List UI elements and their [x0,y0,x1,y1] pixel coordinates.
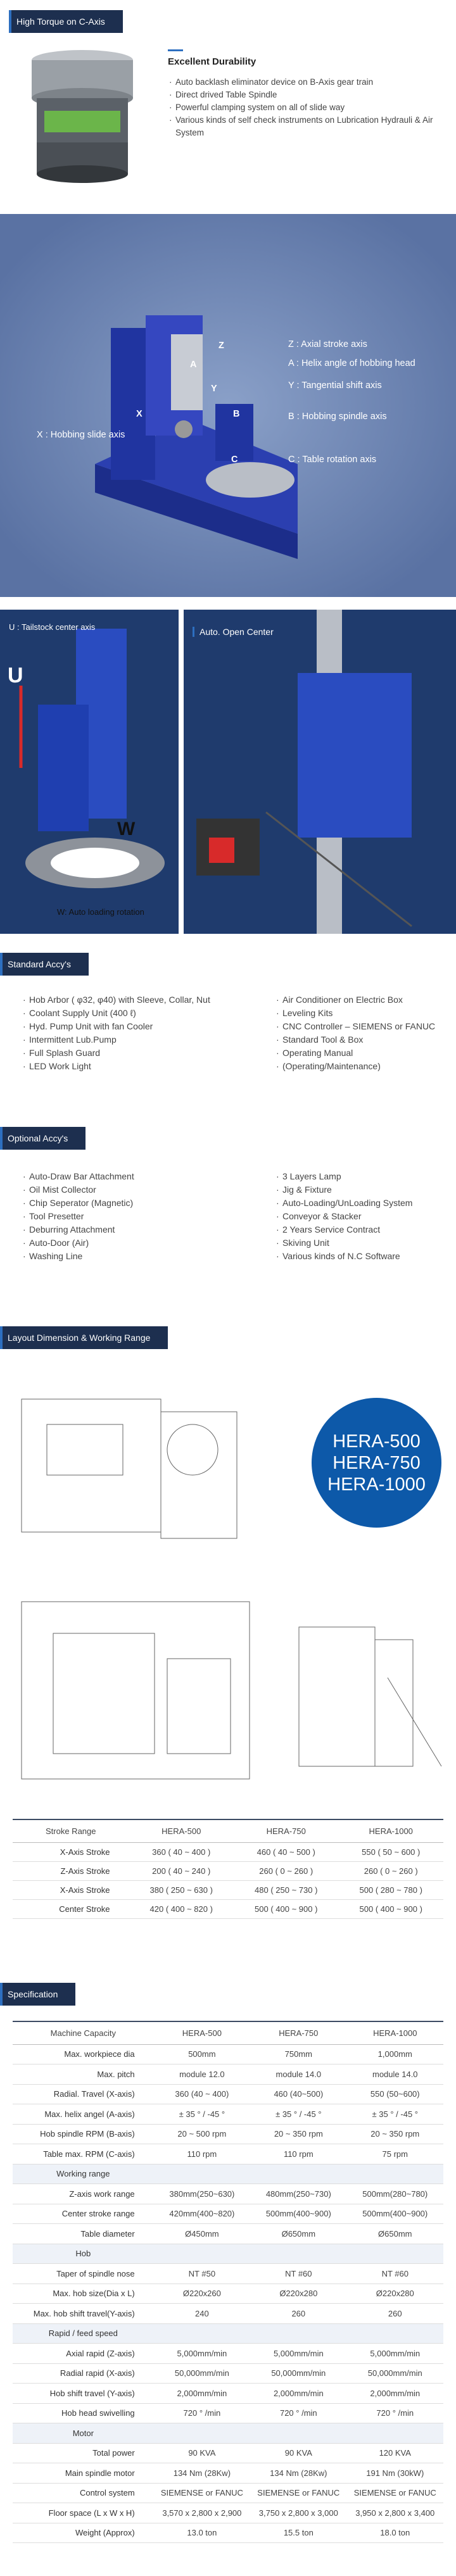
list-item: · (Operating/Maintenance) [275,1060,440,1073]
table-cell: 120 KVA [347,2443,443,2463]
table-cell: 2,000mm/min [347,2384,443,2404]
table-row [13,2064,443,2085]
open-center-panel [184,610,456,934]
spec-tab: Specification [0,1983,75,2006]
table-cell [154,2164,250,2184]
panels-section [0,610,456,934]
table-cell: 50,000mm/min [347,2363,443,2384]
table-cell: Axial rapid (Z-axis) [13,2344,154,2364]
table-row [13,2323,443,2344]
list-item: · Leveling Kits [275,1007,440,1020]
open-center-label: Auto. Open Center [193,627,274,637]
table-row [13,2264,443,2284]
table-row [13,2344,443,2364]
layout-tab: Layout Dimension & Working Range [0,1326,168,1349]
table-cell: Main spindle motor [13,2463,154,2484]
table-cell [347,2323,443,2344]
list-item: · Standard Tool & Box [275,1033,440,1046]
y-axis-label: Y : Tangential shift axis [288,380,382,391]
list-item: · Tool Presetter [22,1210,275,1223]
table-row [13,2284,443,2304]
table-cell: 3,750 x 2,800 x 3,000 [250,2503,346,2523]
table-cell: Taper of spindle nose [13,2264,154,2284]
list-item: · Skiving Unit [275,1236,440,1250]
table-row [13,2384,443,2404]
list-item: · Hob Arbor ( φ32, φ40) with Sleeve, Collar, Nut [22,993,275,1007]
table-row [13,2224,443,2244]
table-cell: Ø450mm [154,2224,250,2244]
optional-section [0,1127,86,1150]
table-cell: Ø220x280 [250,2284,346,2304]
table-row [13,1861,443,1880]
table-cell: 240 [154,2304,250,2324]
list-item: · Deburring Attachment [22,1223,275,1236]
list-item: · 3 Layers Lamp [275,1170,440,1183]
u-letter: U [8,663,23,688]
spec-table-wrap [0,2021,456,2543]
table-cell: Table max. RPM (C-axis) [13,2144,154,2164]
tailstock-panel [0,610,179,934]
table-row [13,2244,443,2264]
x-axis-label: X : Hobbing slide axis [37,430,125,440]
table-cell: 90 KVA [250,2443,346,2463]
stroke-table [13,1819,443,1919]
table-cell [250,2164,346,2184]
table-cell: 550 (50~600) [347,2084,443,2104]
table-cell: 18.0 ton [347,2523,443,2543]
table-cell: Table diameter [13,2224,154,2244]
table-cell: 720 ° /min [347,2403,443,2423]
table-cell: 5,000mm/min [154,2344,250,2364]
table-cell: Center stroke range [13,2204,154,2224]
loading-label: W: Auto loading rotation [57,907,144,917]
table-cell: Radial rapid (X-axis) [13,2363,154,2384]
table-header: HERA-1000 [347,2021,443,2044]
standard-section [0,953,89,976]
table-cell: 460 ( 40 ~ 500 ) [234,1842,338,1861]
a-letter: A [190,360,197,370]
a-axis-label: A : Helix angle of hobbing head [288,358,415,368]
table-cell: 13.0 ton [154,2523,250,2543]
model-1000: HERA-1000 [327,1474,426,1495]
table-cell: Max. workpiece dia [13,2044,154,2064]
table-cell: 460 (40~500) [250,2084,346,2104]
table-cell [154,2323,250,2344]
table-cell: ± 35 ° / -45 ° [347,2104,443,2125]
list-item: · Hyd. Pump Unit with fan Cooler [22,1020,275,1033]
list-item: · Intermittent Lub.Pump [22,1033,275,1046]
model-750: HERA-750 [332,1452,421,1473]
table-cell: ± 35 ° / -45 ° [154,2104,250,2125]
z-letter: Z [218,341,224,351]
table-row [13,2443,443,2463]
table-cell: Hob head swivelling [13,2403,154,2423]
list-item: · Auto-Draw Bar Attachment [22,1170,275,1183]
table-row [13,2503,443,2523]
table-cell: Total power [13,2443,154,2463]
model-500: HERA-500 [332,1431,421,1452]
list-item: · Conveyor & Stacker [275,1210,440,1223]
table-cell: ± 35 ° / -45 ° [250,2104,346,2125]
table-cell: 90 KVA [154,2443,250,2463]
list-item: · Jig & Fixture [275,1183,440,1197]
table-header: HERA-1000 [338,1819,443,1842]
table-cell: NT #60 [250,2264,346,2284]
table-row [13,1842,443,1861]
standard-tab: Standard Accy's [0,953,89,976]
side-drawing [293,1602,448,1792]
table-cell: 260 ( 0 ~ 260 ) [234,1861,338,1880]
table-row [13,2403,443,2423]
table-cell: 380 ( 250 ~ 630 ) [129,1880,234,1899]
table-header: HERA-750 [250,2021,346,2044]
table-cell: 500 ( 400 ~ 900 ) [234,1899,338,1918]
table-cell: X-Axis Stroke [13,1842,129,1861]
table-cell: Max. helix angel (A-axis) [13,2104,154,2125]
y-letter: Y [211,384,217,394]
table-cell: 360 (40 ~ 400) [154,2084,250,2104]
table-row [13,2104,443,2125]
list-item: · Auto-Loading/UnLoading System [275,1197,440,1210]
table-cell: 50,000mm/min [154,2363,250,2384]
table-row [13,2084,443,2104]
models-badge [312,1398,441,1528]
table-row [13,2204,443,2224]
table-cell: NT #60 [347,2264,443,2284]
table-header: Machine Capacity [13,2021,154,2044]
table-cell: 500mm [154,2044,250,2064]
table-header: HERA-750 [234,1819,338,1842]
table-cell: 5,000mm/min [347,2344,443,2364]
table-cell: Z-Axis Stroke [13,1861,129,1880]
table-cell: 20 ~ 350 rpm [347,2124,443,2144]
z-axis-label: Z : Axial stroke axis [288,339,367,349]
table-cell: Hob shift travel (Y-axis) [13,2384,154,2404]
w-letter: W [117,819,136,839]
table-header: Stroke Range [13,1819,129,1842]
list-item: · 2 Years Service Contract [275,1223,440,1236]
table-cell: Center Stroke [13,1899,129,1918]
table-cell: 420mm(400~820) [154,2204,250,2224]
table-cell: 260 [347,2304,443,2324]
list-item: · CNC Controller – SIEMENS or FANUC [275,1020,440,1033]
table-cell [250,2323,346,2344]
table-cell: 480mm(250~730) [250,2184,346,2204]
spec-table [13,2021,443,2543]
table-header: HERA-500 [154,2021,250,2044]
optional-lists [22,1170,440,1263]
stroke-table-wrap [0,1819,456,1919]
table-row [13,1899,443,1918]
table-cell: module 14.0 [347,2064,443,2085]
table-cell: Hob [13,2244,154,2264]
table-cell: 2,000mm/min [250,2384,346,2404]
list-item: · Full Splash Guard [22,1046,275,1060]
table-cell: 360 ( 40 ~ 400 ) [129,1842,234,1861]
table-cell: 500mm(400~900) [347,2204,443,2224]
table-cell: 3,570 x 2,800 x 2,900 [154,2503,250,2523]
c-axis-section [0,0,456,209]
table-cell: Control system [13,2483,154,2503]
x-letter: X [136,409,142,419]
table-row [13,2044,443,2064]
table-cell: 20 ~ 500 rpm [154,2124,250,2144]
table-cell: module 14.0 [250,2064,346,2085]
table-cell: 720 ° /min [154,2403,250,2423]
table-cell: 2,000mm/min [154,2384,250,2404]
table-cell: 500mm(280~780) [347,2184,443,2204]
c-axis-image [19,47,146,193]
table-cell: Max. pitch [13,2064,154,2085]
table-cell: Motor [13,2423,154,2444]
table-header: HERA-500 [129,1819,234,1842]
table-cell [250,2244,346,2264]
table-cell: Radial. Travel (X-axis) [13,2084,154,2104]
list-item: · Auto backlash eliminator device on B-Axis gear train [168,76,456,89]
table-cell [250,2423,346,2444]
list-item: · Various kinds of self check instruments on Lubrication Hydrauli & Air System [168,114,456,139]
table-cell: 75 rpm [347,2144,443,2164]
table-cell: 500 ( 400 ~ 900 ) [338,1899,443,1918]
table-row [13,1880,443,1899]
table-row [13,2463,443,2484]
table-cell [347,2164,443,2184]
list-item: · Coolant Supply Unit (400 ℓ) [22,1007,275,1020]
table-cell: SIEMENSE or FANUC [347,2483,443,2503]
table-cell [154,2423,250,2444]
table-cell: 5,000mm/min [250,2344,346,2364]
table-cell: Max. hob shift travel(Y-axis) [13,2304,154,2324]
list-item: · Oil Mist Collector [22,1183,275,1197]
table-cell: Max. hob size(Dia x L) [13,2284,154,2304]
durability-block [168,49,456,139]
c-axis-label: C : Table rotation axis [288,455,377,465]
layout-section [0,1326,168,1349]
table-row [13,2184,443,2204]
table-cell: Ø650mm [347,2224,443,2244]
table-row [13,2144,443,2164]
table-cell: X-Axis Stroke [13,1880,129,1899]
table-cell: 380mm(250~630) [154,2184,250,2204]
table-cell: 550 ( 50 ~ 600 ) [338,1842,443,1861]
list-item: · Direct drived Table Spindle [168,89,456,101]
table-cell: 3,950 x 2,800 x 3,400 [347,2503,443,2523]
table-cell: 420 ( 400 ~ 820 ) [129,1899,234,1918]
table-cell [347,2244,443,2264]
list-item: · Operating Manual [275,1046,440,1060]
table-cell: Ø220x260 [154,2284,250,2304]
table-cell [347,2423,443,2444]
table-cell: Ø220x280 [347,2284,443,2304]
layout-drawings [9,1361,288,1785]
table-cell: Rapid / feed speed [13,2323,154,2344]
table-cell: 500 ( 280 ~ 780 ) [338,1880,443,1899]
table-row [13,2483,443,2503]
table-cell: Weight (Approx) [13,2523,154,2543]
list-item: · Powerful clamping system on all of slide way [168,101,456,114]
table-cell: 134 Nm (28Kw) [250,2463,346,2484]
table-cell: 750mm [250,2044,346,2064]
table-cell: 1,000mm [347,2044,443,2064]
list-item: · Various kinds of N.C Software [275,1250,440,1263]
table-cell: Hob spindle RPM (B-axis) [13,2124,154,2144]
table-cell: 200 ( 40 ~ 240 ) [129,1861,234,1880]
tailstock-label: U : Tailstock center axis [9,622,96,632]
table-cell: Floor space (L x W x H) [13,2503,154,2523]
standard-lists [22,993,440,1073]
durability-heading: Excellent Durability [168,56,256,67]
table-cell: 15.5 ton [250,2523,346,2543]
table-cell [154,2244,250,2264]
table-cell: 110 rpm [250,2144,346,2164]
table-cell: Z-axis work range [13,2184,154,2204]
table-row [13,2164,443,2184]
table-row [13,2304,443,2324]
table-cell: SIEMENSE or FANUC [250,2483,346,2503]
list-item: · Washing Line [22,1250,275,1263]
table-cell: 720 ° /min [250,2403,346,2423]
section-tab: High Torque on C-Axis [9,10,123,33]
c-letter: C [231,455,238,465]
list-item: · Chip Seperator (Magnetic) [22,1197,275,1210]
table-row [13,2523,443,2543]
table-cell: 260 ( 0 ~ 260 ) [338,1861,443,1880]
table-cell: 20 ~ 350 rpm [250,2124,346,2144]
b-axis-label: B : Hobbing spindle axis [288,412,387,422]
spec-section [0,1983,75,2006]
list-item: · Air Conditioner on Electric Box [275,993,440,1007]
b-letter: B [233,409,240,419]
optional-tab: Optional Accy's [0,1127,86,1150]
table-cell: 134 Nm (28Kw) [154,2463,250,2484]
table-cell: 500mm(400~900) [250,2204,346,2224]
machine-axes-image [0,214,456,597]
table-cell: 191 Nm (30kW) [347,2463,443,2484]
list-item: · LED Work Light [22,1060,275,1073]
table-cell: 50,000mm/min [250,2363,346,2384]
table-cell: Working range [13,2164,154,2184]
table-cell: Ø650mm [250,2224,346,2244]
table-cell: 260 [250,2304,346,2324]
table-row [13,2124,443,2144]
table-cell: SIEMENSE or FANUC [154,2483,250,2503]
table-row [13,2423,443,2444]
table-cell: 480 ( 250 ~ 730 ) [234,1880,338,1899]
table-cell: NT #50 [154,2264,250,2284]
table-cell: 110 rpm [154,2144,250,2164]
table-row [13,2363,443,2384]
table-cell: module 12.0 [154,2064,250,2085]
list-item: · Auto-Door (Air) [22,1236,275,1250]
